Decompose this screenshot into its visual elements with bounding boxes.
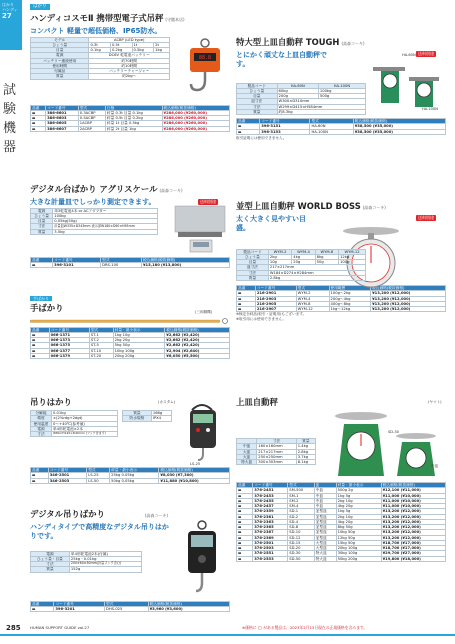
section-title: ハンディコスモⅡ 携帯型電子式吊秤 (守隨本店) [30, 13, 185, 23]
side-tab-char: 機 [3, 120, 17, 136]
section-title: 手ばかり [30, 302, 64, 313]
table-row: ▬ 216-2901 WYM-2 100g～2kg ¥13,200 (¥12,000) [237, 291, 446, 296]
side-top-line: はかり [2, 2, 14, 7]
maker-label: (ヤマト) [428, 400, 442, 404]
table-row: ▬ 386-6601 0.3ACBP 秤量 0.3t 目量 0.1kg ¥286,000 (¥260,000) [31, 110, 230, 115]
image-label: HA-100N [422, 106, 438, 111]
table-row: ▬ 376-2451 SM-500 中皿 500g 2g ¥12,100 (¥11,000) [237, 488, 446, 493]
section-digital-hanging [30, 510, 230, 612]
hanging-scale-image [180, 402, 226, 464]
table-row: ▬ 376-2457 SM-4 中皿 4kg 20g ¥11,000 (¥10,000) [237, 504, 446, 509]
table-row: ▬ 376-2367 SD-10 並型皿 10kg 50g ¥13,200 (¥12,000) [237, 530, 446, 535]
footer-bar [0, 634, 455, 636]
section-tag: 手ばかり [30, 296, 52, 301]
section-title: デジタル台ばかり アグリスケール (高森コーキ) [30, 184, 183, 194]
section-title: デジタル吊りばかり (高森コーキ) [30, 509, 168, 519]
tough-scale-image [371, 61, 441, 111]
spec-table: 電源 単3乾電池4本 or ACアダプター ひょう量 100kg 目量 0.05kg(50g) 寸法 計量皿W335×D343mm 表示部W180×D90×H95mm 質量 3.5kg [30, 208, 158, 235]
table-row: ▬ 346-2503 LS-50 50kg 0.05kg ¥11,880 (¥10,800) [31, 478, 230, 483]
table-row: ▬ 376-2453 SM-1 中皿 1kg 5g ¥11,000 (¥10,000) [237, 493, 446, 498]
section-subtitle: 太く大きく見やすい目盛。 [236, 214, 306, 232]
svg-text:88.8: 88.8 [198, 54, 212, 61]
side-index [0, 0, 22, 644]
section-title: 特大型上皿自動秤 TOUGH (高森コーキ) [236, 37, 365, 47]
table-row: ▬ 396-3151 HA-60N ¥38,500 (¥35,000) [237, 124, 446, 129]
table-row: ▬ 376-2361 SD-2 並型皿 2kg 10g ¥13,200 (¥12,000) [237, 514, 446, 519]
spec-table: 製品コード WYM-2 WYM-4 WYM-8 WYM-12 ひょう量 2kg 4kg 8kg 12kg 目量 10g 20g 50g 100g 皿寸法 217×217mm 寸法 W184×D274×H284mm 質量 2.8kg [236, 249, 366, 282]
side-category-tab[interactable] [3, 82, 19, 157]
table-row: ▬ 066-1377 ST-10 10kg 100g ¥2,904 (¥2,640) [31, 348, 230, 353]
crane-scale-image [180, 37, 230, 101]
section-world-boss [236, 202, 446, 321]
image-label: HA-60N [402, 52, 416, 57]
spec-table: 分解能 0.01kg 精度 ±(2%rdg+2dgt) 使用温度 0～+40℃(参考値) 電源 単4形乾電池×2本 寸法 W80×H140×D40mm (フック含まず) [30, 410, 118, 437]
table-row: ▬ 376-2503 SD-20 大型皿 20kg 100g ¥18,700 (¥17,000) [237, 546, 446, 551]
top-bar [30, 4, 430, 10]
price-table: 品番 コード番号 型式 使用範囲 税込価格(税抜価格) ▬ 216-2901 WYM-2 100g～2kg ¥13,200 (¥12,000) ▬ 216-2903 WYM-4 200g～4kg ¥13,200 (¥12,000) ▬ 216-2905 WYM-8 400g～8kg ¥13,200 (¥12,000) ▬ 216-2907 WYM-12 1kg～12kg ¥13,200 (¥12,000) [236, 285, 446, 312]
section-title: 吊りはかり [30, 397, 72, 407]
section-title: 上皿自動秤 [236, 397, 278, 407]
note: ※検定台秤品(取引・証明用)もございます。 [236, 312, 307, 317]
price-table: 品番 コード番号 型式 税込価格(税抜価格) ▬ 396-3101 DRS-100 ¥15,180 (¥13,800) [30, 257, 230, 269]
price-table: 品番 コード番号 型式 皿 秤量・最小表示 税込価格(税抜価格) ▬ 376-2451 SM-500 中皿 500g 2g ¥12,100 (¥11,000) ▬ 376-2453 SM-1 中皿 1kg 5g ¥11,000 (¥10,000) ▬ 376-2455 SM-2 中皿 2kg 10g ¥11,000 (¥10,000) ▬ 376-2457 SM-4 中皿 4kg 20g ¥11,000 (¥10,000) ▬ 376-2359 SD-1 並型皿 1kg 5g ¥13,200 (¥12,000) ▬ 376-2361 SD-2 並型皿 2kg 10g ¥13,200 (¥12,000) ▬ 376-2363 SD-4 並型皿 4kg 20g ¥13,200 (¥12,000) ▬ 376-2365 SD-8 並型皿 8kg 50g ¥13,200 (¥12,000) ▬ 376-2367 SD-10 並型皿 10kg 50g ¥13,200 (¥12,000) ▬ 376-2369 SD-12 並型皿 12kg 50g ¥13,200 (¥12,000) ▬ 376-2501 SD-15 大型皿 15kg 50g ¥18,700 (¥17,000) ▬ 376-2503 SD-20 大型皿 20kg 100g ¥18,700 (¥17,000) ▬ 376-2551 SD-30 特大皿 30kg 100g ¥29,700 (¥27,000) ▬ 376-2553 SD-50 特大皿 50kg 200g ¥19,800 (¥18,000) [236, 482, 446, 562]
table-row: ▬ 396-3153 HA-100N ¥38,500 (¥35,000) [237, 129, 446, 134]
table-row: ▬ 376-2365 SD-8 並型皿 8kg 50g ¥13,200 (¥12,000) [237, 525, 446, 530]
category-tag: はかり [30, 4, 50, 10]
table-row: ▬ 376-2551 SD-30 特大皿 30kg 100g ¥29,700 (¥27,000) [237, 551, 446, 556]
maker-label: (三和精機) [195, 309, 213, 314]
table-row: ▬ 386-6603 0.5ACBP 秤量 0.5t 目量 0.2kg ¥286,000 (¥260,000) [31, 116, 230, 121]
price-table: 品番 コード番号 型式 仕様 税込価格(税抜価格) ▬ 386-6601 0.3ACBP 秤量 0.3t 目量 0.1kg ¥286,000 (¥260,000) ▬ 386-6603 0.5ACBP 秤量 0.5t 目量 0.2kg ¥286,000 (¥260,000) ▬ 386-6605 1ACBP 秤量 1t 目量 0.5kg ¥286,000 (¥260,000) ▬ 386-6607 2ACBP 秤量 2t 目量 1kg ¥286,000 (¥260,000) [30, 105, 230, 132]
table-row: ▬ 216-2907 WYM-12 1kg～12kg ¥13,200 (¥12,000) [237, 307, 446, 312]
side-tab-char: 試 [3, 83, 17, 98]
section-hanging-scale [30, 398, 230, 484]
table-row: ▬ 376-2363 SD-4 並型皿 4kg 20g ¥13,200 (¥12,000) [237, 519, 446, 524]
section-tough [236, 38, 446, 140]
table-row: ▬ 346-2501 LS-25 25kg 0.05kg ¥8,030 (¥7,300) [31, 473, 230, 478]
table-row: ▬ 066-1375 ST-5 5kg 50g ¥2,662 (¥2,420) [31, 343, 230, 348]
section-hand-scale [30, 297, 230, 359]
table-row: ▬ 376-2553 SD-50 特大皿 50kg 200g ¥19,800 (¥18,000) [237, 556, 446, 561]
table-row: ▬ 216-2905 WYM-8 400g～8kg ¥13,200 (¥12,000) [237, 301, 446, 306]
shipping-badge: 送料別途 [200, 198, 216, 204]
table-row: ▬ 066-1379 ST-20 20kg 200g ¥6,050 (¥5,500) [31, 353, 230, 358]
platform-scale-image [170, 202, 230, 254]
spec-table: 寸法 質量 中皿 160×160mm 1.4kg 大皿 217×217mm 2.8kg 大皿 250×250mm 3.7kg 特大皿 300×303mm 8.1kg [236, 438, 316, 465]
section-subtitle: とにかく頑丈な上皿自動秤です。 [236, 50, 327, 68]
table-row: ▬ 386-6607 2ACBP 秤量 2t 目量 1kg ¥286,000 (¥260,000) [31, 126, 230, 131]
side-tab-char: 験 [3, 101, 17, 117]
page-number: 285 [6, 624, 21, 632]
side-tab-char: 器 [3, 139, 17, 155]
shipping-badge: 送料別途 [418, 50, 434, 56]
price-table: 品番 コード番号 型式 税込価格(税抜価格) ▬ 396-3201 DHS-025 ¥3,960 (¥3,600) [30, 601, 230, 613]
digital-hanging-scale-image [180, 519, 224, 599]
footer-note: ※価格に ◯ がある製品は、2023年2月13日現在の正規価格を含みます。 [242, 625, 368, 630]
spec-table: 電源 単4形乾電池2本(付属) ひょう量・目量 25kg・0.01kg 寸法 200×60×30mm(計量フック含む) 質量 152g [30, 551, 142, 573]
image-label: SD-30 [388, 430, 399, 434]
side-index-top [0, 0, 22, 50]
note: ※取引用には使用できません。 [236, 316, 286, 321]
table-row: ▬ 066-1371 ST-1 1kg 10g ¥2,662 (¥2,420) [31, 332, 230, 337]
maker-label: (カスタム) [158, 400, 176, 404]
shipping-badge: 送料別途 [418, 214, 434, 220]
price-table: 品番 コード番号 型式 秤量・最小表示 税込価格(税抜価格) ▬ 346-2501 LS-25 25kg 0.05kg ¥8,030 (¥7,300) ▬ 346-2503 LS-50 50kg 0.05kg ¥11,880 (¥10,800) [30, 467, 230, 484]
image-label: LS-25 [190, 462, 201, 466]
hand-scale-image [30, 318, 230, 324]
side-top-line: 27 [2, 12, 12, 21]
section-subtitle: ハンディタイプで高精度なデジタル吊りはかりです。 [30, 522, 169, 540]
spec-table: モデル ACBP (LED type) ひょう量 0.3t 0.5t 1t 2t 目量 0.1kg 0.2kg 0.5kg 1kg 電源 DC6V 乾電池バッテリー バッテリー連続使用 約70時間 使用時間 約10時間 付属品 バッテリーチャージャー 質量 約2kg～ [30, 37, 170, 80]
spec-table: 製品コード HA-60N HA-100N ひょう量 60kg 100kg 目量 200g 500g 皿寸法 W300×D310mm 寸法 W299×D415×H584mm 質量 約8.3kg [236, 83, 366, 116]
table-row: ▬ 376-2501 SD-15 大型皿 15kg 50g ¥18,700 (¥17,000) [237, 540, 446, 545]
section-title: 並型上皿自動秤 WORLD BOSS (高森コーキ) [236, 201, 386, 211]
price-table: 品番 コード番号 型式 秤量・最小表示 税込価格(税抜価格) ▬ 066-1371 ST-1 1kg 10g ¥2,662 (¥2,420) ▬ 066-1373 ST-2 2kg 20g ¥2,662 (¥2,420) ▬ 066-1375 ST-5 5kg 50g ¥2,662 (¥2,420) ▬ 066-1377 ST-10 10kg 100g ¥2,904 (¥2,640) ▬ 066-1379 ST-20 20kg 200g ¥6,050 (¥5,500) [30, 327, 230, 360]
section-subtitle: コンパクト 軽量で超低価格、IP65防水。 [30, 26, 162, 35]
side-top-line: ハンディ [2, 7, 18, 13]
table-row: ▬ 376-2369 SD-12 並型皿 12kg 50g ¥13,200 (¥12,000) [237, 535, 446, 540]
table-row: ▬ 376-2359 SD-1 並型皿 1kg 5g ¥13,200 (¥12,000) [237, 509, 446, 514]
table-row: ▬ 066-1373 ST-2 2kg 20g ¥2,662 (¥2,420) [31, 338, 230, 343]
section-handy-cosmo [30, 14, 230, 132]
spec-table-2: 質量 166g 防水規格 IPX4 [122, 410, 172, 422]
table-row: ▬ 376-2455 SM-2 中皿 2kg 10g ¥11,000 (¥10,000) [237, 498, 446, 503]
note: 取引証明には使用できません。 [236, 135, 287, 140]
footer-guide: HUMAN SUPPORT GUIDE vol.27 [30, 625, 90, 630]
price-table: 品番 コード番号 型式 税込価格(税抜価格) ▬ 396-3151 HA-60N ¥38,500 (¥35,000) ▬ 396-3153 HA-100N ¥38,500 (¥35,000) [236, 118, 446, 135]
section-digital-platform [30, 185, 230, 268]
table-row: ▬ 216-2903 WYM-4 200g～4kg ¥13,200 (¥12,000) [237, 296, 446, 301]
table-row: ▬ 396-3101 DRS-100 ¥15,180 (¥13,800) [31, 262, 230, 267]
table-row: ▬ 396-3201 DHS-025 ¥3,960 (¥3,600) [31, 606, 230, 611]
table-row: ▬ 386-6605 1ACBP 秤量 1t 目量 0.5kg ¥286,000 (¥260,000) [31, 121, 230, 126]
section-jouzara [236, 398, 446, 562]
jouzara-scale-image [326, 410, 444, 480]
section-subtitle: 大きな計量皿でしっかり測定できます。 [30, 197, 156, 206]
image-label: 中皿 [431, 464, 439, 468]
